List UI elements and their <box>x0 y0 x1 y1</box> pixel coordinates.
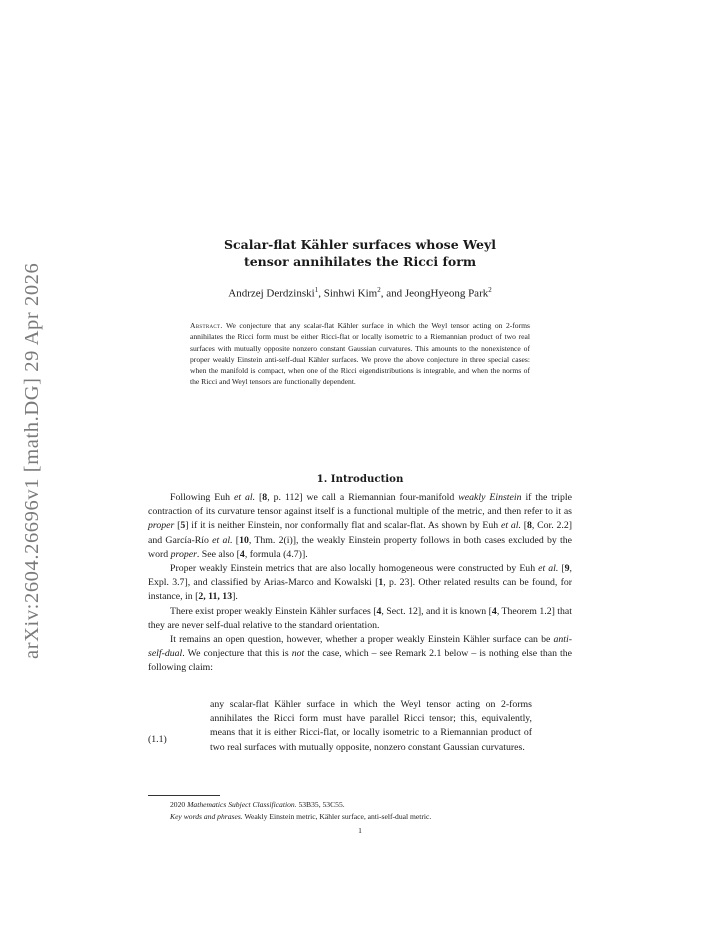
footnotes <box>170 799 570 822</box>
text-run: ] if it is neither Einstein, nor conformally flat and scalar-flat. As shown by Euh <box>185 520 501 532</box>
text-run: , p. 112] we call a Riemannian four-manifold <box>267 492 459 503</box>
affiliation-mark: 2 <box>377 286 381 294</box>
section-heading: 1. Introduction <box>316 473 404 485</box>
author-list <box>150 286 570 300</box>
text-run: ]. <box>232 591 238 603</box>
paper-title-line-1: Scalar-flat Kähler surfaces whose Weyl <box>223 237 496 252</box>
text-run: , formula (4.7)]. <box>244 548 308 560</box>
affiliation-mark: 1 <box>314 286 319 294</box>
emphasis: not <box>291 648 305 660</box>
text-run: , Thm. 2(i)], the weakly Einstein property follows in both cases excluded by the word <box>148 534 572 560</box>
text-run: [ <box>520 520 527 532</box>
text-run: , Expl. 3.7], and classified by Arias-Marco and Kowalski [ <box>148 563 572 589</box>
text-run: , Cor. 2.2] and García-Río <box>148 520 572 546</box>
abstract <box>190 320 530 388</box>
footnote-rule <box>148 795 220 796</box>
citation-link[interactable]: 2, 11, 13 <box>198 591 233 603</box>
emphasis: et al. <box>233 492 256 503</box>
emphasis: et al. <box>538 563 559 575</box>
emphasis: et al. <box>501 520 521 532</box>
paper-title-line-2: tensor annihilates the Ricci form <box>243 254 477 269</box>
author-separator: , and <box>380 287 405 300</box>
text-run: , Sect. 12], and it is known [ <box>381 605 492 617</box>
citation-link[interactable]: 8 <box>262 492 268 503</box>
emphasis: et al. <box>212 534 233 546</box>
affiliation-mark: 2 <box>488 286 492 294</box>
text-run: Weakly Einstein metric, Kähler surface, anti-self-dual metric. <box>242 811 432 821</box>
citation-link[interactable]: 4 <box>376 605 382 617</box>
citation-link[interactable]: 5 <box>180 520 186 532</box>
citation-link[interactable]: 4 <box>239 548 245 560</box>
text-run: , Theorem 1.2] that they are never self-dual relative to the standard orientation. <box>148 605 573 631</box>
author-name: Sinhwi Kim <box>323 287 378 300</box>
text-run: [ <box>174 520 181 532</box>
paragraph <box>148 491 572 562</box>
text-run: [ <box>255 492 263 503</box>
text-run: Proper weakly Einstein metrics that are also locally homogeneous were constructed by Euh <box>170 563 539 575</box>
equation-number: (1.1) <box>148 734 167 745</box>
text-run: [ <box>558 563 565 575</box>
msc-classification <box>170 799 570 811</box>
text-run: It remains an open question, however, whether a proper weakly Einstein Kähler surface can be <box>170 634 554 646</box>
paper-title <box>150 236 570 270</box>
page-number: 1 <box>358 826 362 835</box>
text-run: Following Euh <box>170 492 234 503</box>
paragraph <box>148 633 572 676</box>
text-run: if the triple contraction of its curvature tensor against itself is a functional multiple of the metric, and then refer to it as <box>148 492 572 518</box>
emphasis: anti-self-dual <box>148 634 572 660</box>
text-run: . See also [ <box>196 548 240 560</box>
claim-text: any scalar-flat Kähler surface in which the Weyl tensor acting on 2-forms annihilates the Ricci form must have parallel Ricci tensor; this, equivalently, means that it is either Ricci-flat, or locally isometric to a Riemannian product of two real surfaces with mutually opposite, nonzero constant Gaussian curvatures. <box>210 699 532 753</box>
text-run: the case, which – see Remark 2.1 below – is nothing else than the following claim: <box>148 648 572 674</box>
text-run: 53B35, 53C55. <box>296 800 345 809</box>
defined-term: weakly Einstein <box>458 492 522 503</box>
introduction-body <box>148 491 572 676</box>
citation-link[interactable]: 8 <box>526 520 532 532</box>
author-separator: , <box>318 287 324 300</box>
citation-link[interactable]: 1 <box>378 577 384 589</box>
paragraph <box>148 605 572 633</box>
footnote-label: Key words and phrases. <box>170 811 243 821</box>
citation-link[interactable]: 9 <box>564 563 570 575</box>
text-run: . We conjecture that this is <box>182 648 292 660</box>
author-name: JeongHyeong Park <box>404 287 489 300</box>
text-run: 2020 <box>170 800 188 809</box>
emphasis: proper <box>170 548 197 560</box>
author-name: Andrzej Derdzinski <box>228 287 315 300</box>
abstract-text: We conjecture that any scalar-flat Kähler surface in which the Weyl tensor acting on 2-forms annihilates the Ricci form must be either Ricci-flat or locally isometric to a Riemannian product of two real surfaces with mutually opposite nonzero constant Gaussian curvatures. This amounts to the nonexistence of proper weakly Einstein anti-self-dual Kähler surfaces. We prove the above conjecture in three special cases: when the manifold is compact, when one of the Ricci eigendistributions is integrable, and when the norms of the Ricci and Weyl tensors are functionally dependent. <box>190 321 530 387</box>
keywords <box>170 811 570 823</box>
defined-term: proper <box>148 520 175 532</box>
arxiv-identifier-stamp: arXiv:2604.26696v1 [math.DG] 29 Apr 2026 <box>21 262 43 659</box>
text-run: , p. 23]. Other related results can be found, for instance, in [ <box>148 577 572 603</box>
abstract-label: Abstract. <box>190 321 223 330</box>
citation-link[interactable]: 4 <box>491 605 497 617</box>
footnote-label: Mathematics Subject Classification. <box>187 800 297 809</box>
text-run: [ <box>232 534 240 546</box>
text-run: There exist proper weakly Einstein Kähler surfaces [ <box>170 605 377 617</box>
paragraph <box>148 562 572 605</box>
citation-link[interactable]: 10 <box>239 534 249 546</box>
